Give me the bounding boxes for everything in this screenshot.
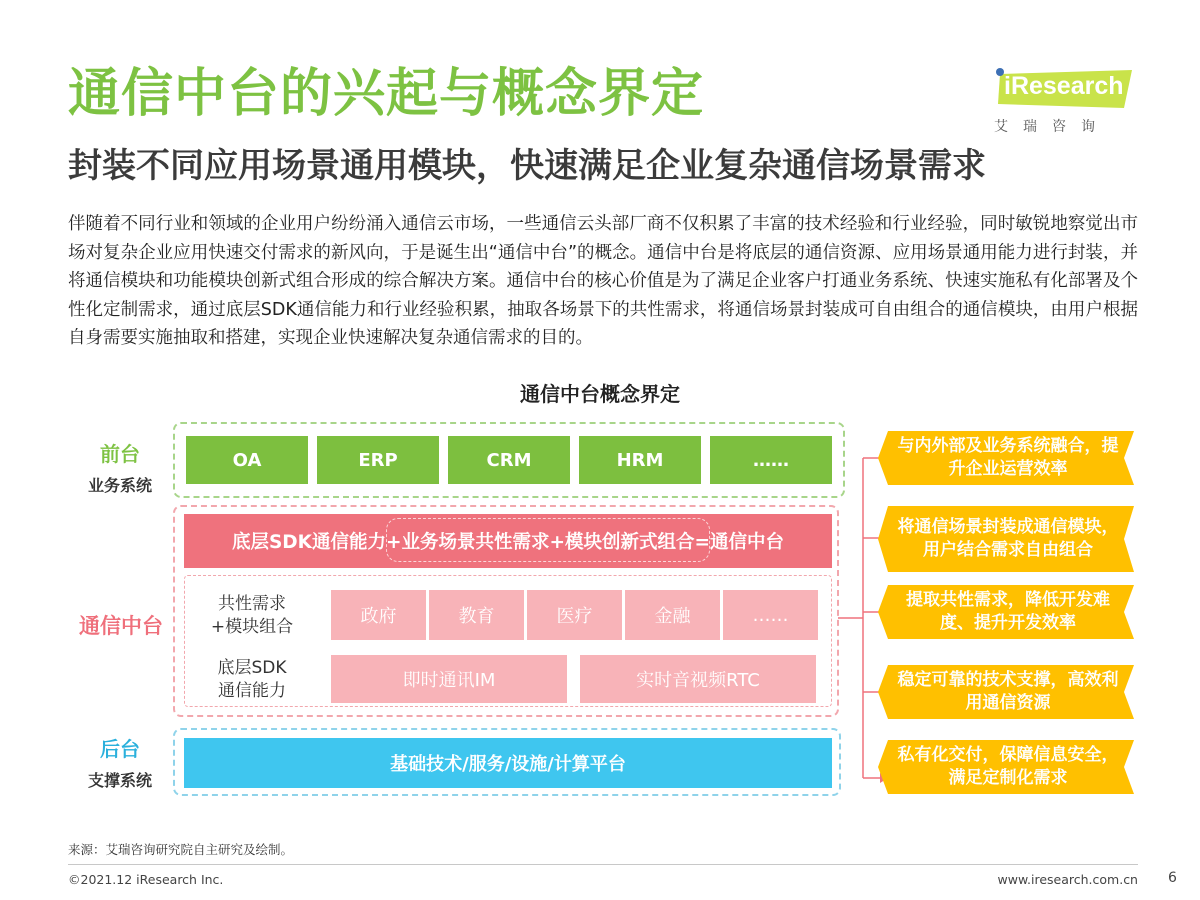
row1-label: [190, 593, 314, 639]
page-subtitle: 封装不同应用场景通用模块，快速满足企业复杂通信场景需求: [68, 146, 986, 186]
callout-5-text: 私有化交付，保障信息安全，满足定制化需求: [897, 745, 1119, 788]
source-note: 来源：艾瑞咨询研究院自主研究及绘制。: [68, 842, 294, 857]
callout-3: [878, 585, 1134, 639]
front-box-crm: CRM: [448, 436, 570, 484]
capability-box-rtc: 实时音视频RTC: [580, 655, 816, 703]
front-box-hrm: HRM: [579, 436, 701, 484]
website-link[interactable]: www.iresearch.com.cn: [997, 872, 1138, 887]
back-label: [70, 733, 170, 791]
middle-label: 通信中台: [79, 614, 163, 638]
callout-1: [878, 431, 1134, 485]
industry-box-education: 教育: [429, 590, 524, 640]
logo-dot-icon: [996, 68, 1004, 76]
middle-formula-bar: 底层SDK通信能力+业务场景共性需求+模块创新式组合=通信中台: [184, 514, 832, 568]
row2-label-line1: 底层SDK: [217, 658, 287, 678]
callout-4: [878, 665, 1134, 719]
industry-box-finance: 金融: [625, 590, 720, 640]
logo-cn: 艾瑞咨询: [994, 119, 1110, 135]
front-label-main: 前台: [100, 442, 140, 466]
back-infrastructure-bar: 基础技术/服务/设施/计算平台: [184, 738, 832, 788]
industry-box-medical: 医疗: [527, 590, 622, 640]
front-label-sub: 业务系统: [87, 476, 152, 495]
front-label: [70, 438, 170, 496]
industry-box-government: 政府: [331, 590, 426, 640]
row2-label: [190, 657, 314, 703]
copyright: ©2021.12 iResearch Inc.: [68, 872, 224, 887]
intro-paragraph: 伴随着不同行业和领域的企业用户纷纷涌入通信云市场，一些通信云头部厂商不仅积累了丰富的技术经验和行业经验，同时敏锐地察觉出市场对复杂企业应用快速交付需求的新风向，于是诞生出“通信中台”的概念。通信中台是将底层的通信资源、应用场景通用能力进行封装，并将通信模块和功能模块创新式组合形成的综合解决方案。通信中台的核心价值是为了满足企业客户打通业务系统、快速实施私有化部署及个性化定制需求，通过底层SDK通信能力和行业经验积累，抽取各场景下的共性需求，将通信场景封装成可自由组合的通信模块，由用户根据自身需要实施抽取和搭建，实现企业快速解决复杂通信需求的目的。: [68, 214, 1138, 348]
row2-label-line2: 通信能力: [218, 681, 286, 701]
page-number: 6: [1168, 870, 1177, 886]
row1-label-line2: +模块组合: [210, 617, 294, 637]
industry-box-more: ……: [723, 590, 818, 640]
page-title: 通信中台的兴起与概念界定: [68, 64, 705, 124]
callout-2: [878, 506, 1134, 572]
back-label-sub: 支撑系统: [87, 771, 152, 790]
back-label-main: 后台: [100, 737, 140, 761]
row1-label-line1: 共性需求: [218, 594, 286, 614]
callout-5: [878, 740, 1134, 794]
callout-1-text: 与内外部及业务系统融合，提升企业运营效率: [897, 436, 1119, 479]
footer-divider: [68, 864, 1138, 865]
formula-highlight: [386, 518, 710, 562]
logo-brand: iResearch: [1004, 72, 1124, 100]
iresearch-logo: [992, 64, 1142, 134]
capability-box-im: 即时通讯IM: [331, 655, 567, 703]
diagram-title: 通信中台概念界定: [520, 382, 680, 406]
front-box-more: ……: [710, 436, 832, 484]
front-box-erp: ERP: [317, 436, 439, 484]
front-box-oa: OA: [186, 436, 308, 484]
callout-4-text: 稳定可靠的技术支撑，高效利用通信资源: [897, 670, 1119, 713]
callout-2-text: 将通信场景封装成通信模块，用户结合需求自由组合: [897, 517, 1119, 560]
callout-3-text: 提取共性需求，降低开发难度、提升开发效率: [906, 590, 1110, 633]
